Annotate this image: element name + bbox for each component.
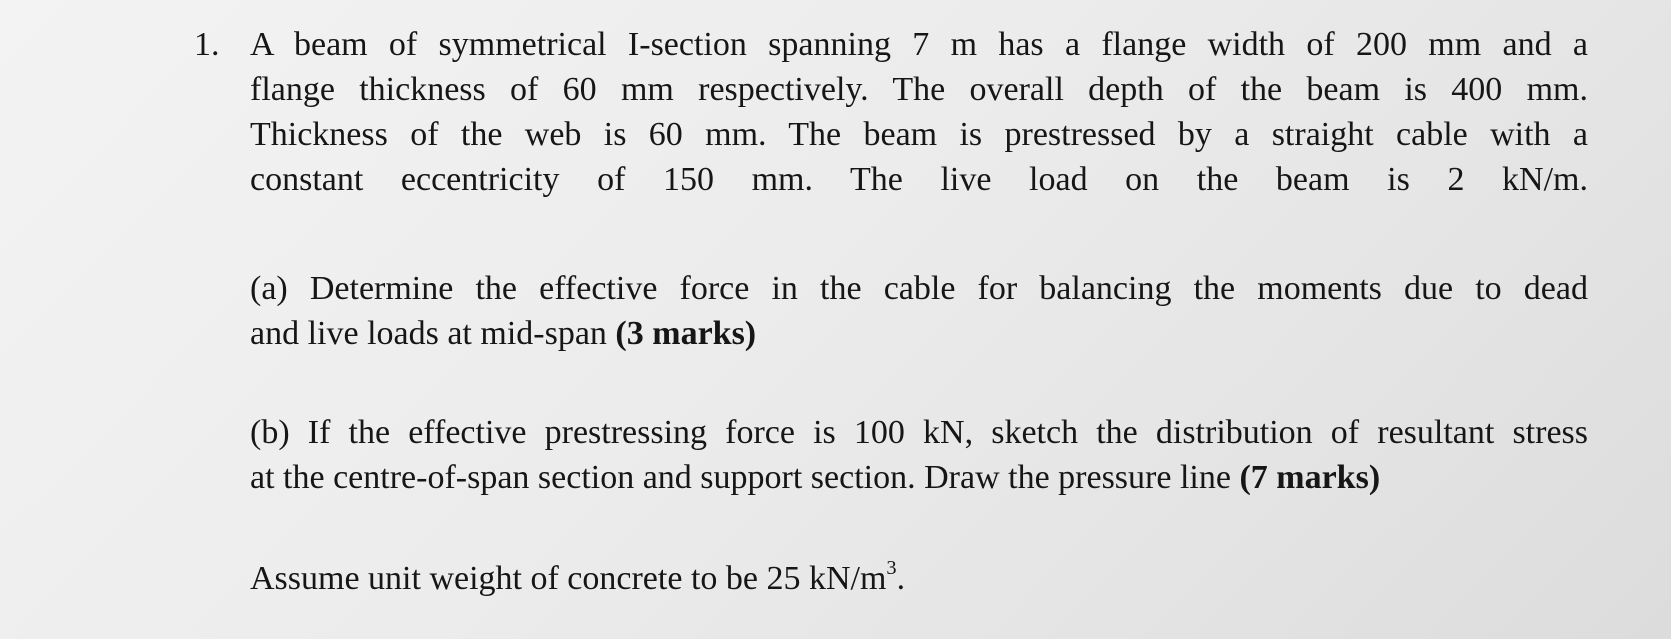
part-a-line: (a) Determine the effective force in the cable for balancing the moments due to dead xyxy=(250,270,1588,307)
assumption-exponent: 3 xyxy=(886,556,897,579)
part-a-marks: (3 marks) xyxy=(615,315,757,352)
assumption-text: Assume unit weight of concrete to be 25 kN/m xyxy=(250,560,887,597)
part-b-line: (b) If the effective prestressing force is 100 kN, sketch the distribution of resultant stress xyxy=(250,414,1588,451)
part-a-line xyxy=(250,311,1588,356)
question-stem xyxy=(250,22,1588,202)
part-a xyxy=(250,266,1588,356)
part-b-text: at the centre-of-span section and support section. Draw the pressure line xyxy=(250,459,1240,496)
part-b xyxy=(250,410,1588,500)
part-a-text: and live loads at mid-span xyxy=(250,315,616,352)
assumption-end: . xyxy=(896,560,906,597)
stem-line: Thickness of the web is 60 mm. The beam is prestressed by a straight cable with a xyxy=(250,116,1588,153)
stem-line: flange thickness of 60 mm respectively. The overall depth of the beam is 400 mm. xyxy=(250,71,1588,108)
stem-line: A beam of symmetrical I-section spanning 7 m has a flange width of 200 mm and a xyxy=(250,26,1588,63)
part-b-marks: (7 marks) xyxy=(1239,459,1381,496)
assumption-line xyxy=(250,556,1588,601)
part-b-line xyxy=(250,455,1588,500)
stem-line: constant eccentricity of 150 mm. The live load on the beam is 2 kN/m. xyxy=(250,161,1588,198)
question-number: 1. xyxy=(194,26,220,63)
